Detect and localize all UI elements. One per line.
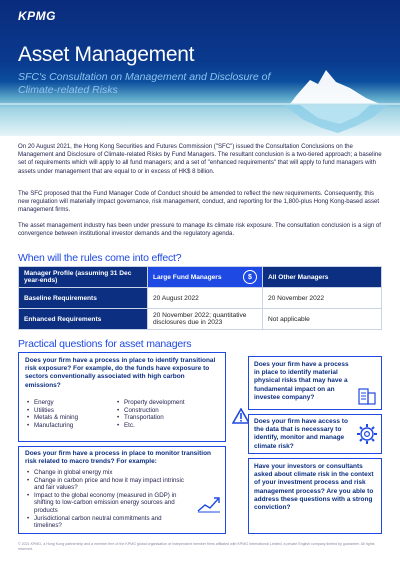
list-item: • Metals & mining [27, 414, 117, 422]
list-item: • Impact to the global economy (measured in GDP) in shifting to low-carbon emission energy sources and products [27, 492, 187, 515]
list-item: • Utilities [27, 407, 117, 415]
list-item: • Construction [117, 407, 217, 415]
dollar-coin-icon: $ [243, 270, 257, 284]
table-header-row [19, 267, 382, 288]
row-label-baseline: Baseline Requirements [19, 288, 148, 309]
list-item: • Jurisdictional carbon neutral commitments and timelines? [27, 515, 187, 530]
header-all-other-managers: All Other Managers [263, 267, 382, 288]
list-item: • Energy [27, 399, 117, 407]
table-row [19, 288, 382, 309]
row-label-enhanced: Enhanced Requirements [19, 309, 148, 330]
intro-paragraph-2: The SFC proposed that the Fund Manager Code of Conduct should be amended to reflect the new requirements. Consequently, this new regulation will materially impact governance, risk management, conduct, and reporting for the 1,800-plus Hong Kong-based asset management firms. [18, 190, 380, 214]
list-item: • Manufacturing [27, 422, 117, 430]
question-text: Have your investors or consultants asked about climate risk in the context of your investment process and risk management process? Are you able to address these questions with a strong conviction? [254, 463, 374, 512]
question-text: Does your firm have a process in place to identify transitional risk exposure? For example, do the funds have exposure to sectors conventionally associated with high carbon emissions? [25, 357, 216, 389]
list-item: • Transportation [117, 414, 217, 422]
sector-list-2 [117, 399, 217, 429]
header-large-label: Large Fund Managers [153, 273, 222, 281]
cell-enhanced-others: Not applicable [263, 309, 382, 330]
question-box-macro-trends [18, 446, 226, 534]
list-item: • Property development [117, 399, 217, 407]
building-icon [357, 385, 377, 405]
sector-list-1 [27, 399, 117, 429]
list-item: • Change in carbon price and how it may impact intrinsic and fair values? [27, 477, 187, 492]
header-banner [0, 0, 400, 136]
chart-trend-icon [197, 495, 221, 513]
header-manager-profile: Manager Profile (assuming 31 Dec year-ends) [19, 267, 148, 288]
iceberg-illustration [0, 0, 400, 136]
cell-baseline-others: 20 November 2022 [263, 288, 382, 309]
table-row [19, 309, 382, 330]
page-subtitle: SFC's Consultation on Management and Disclosure of Climate-related Risks [18, 71, 271, 96]
intro-paragraph-1: On 20 August 2021, the Hong Kong Securities and Futures Commission ("SFC") issued the Consultation Conclusions on the Management and Disclosure of Climate-related Risks by Fund Managers. The resultant conclusion is a two-tiered approach; a baseline set of requirements which will apply to all fund managers; and a set of "enhanced requirements" that will apply to fund managers with assets under management that are equal to or in excess of HK$ 8 billion. [18, 143, 382, 175]
question-text: Does your firm have access to the data that is necessary to identify, monitor and manage climate risk? [254, 418, 348, 450]
section-title-practical-questions: Practical questions for asset managers [18, 338, 192, 350]
header-large-fund-managers [148, 267, 263, 288]
question-box-data-access [248, 414, 382, 454]
question-box-investor-questions [248, 458, 382, 534]
kpmg-logo: KPMG [18, 9, 56, 23]
gear-icon [355, 421, 379, 447]
intro-paragraph-3: The asset management industry has been under pressure to manage its climate risk exposure. The consultation conclusion is a sign of convergence between institutional investor demands and the regulatory agenda. [18, 222, 382, 238]
list-item: • Etc. [117, 422, 217, 430]
cell-enhanced-large: 20 November 2022; quantitative disclosures due in 2023 [148, 309, 263, 330]
macro-trend-list [27, 469, 187, 530]
cell-baseline-large: 20 August 2022 [148, 288, 263, 309]
effective-dates-table [18, 266, 382, 330]
list-item: • Change in global energy mix [27, 469, 187, 477]
section-title-effective-dates: When will the rules come into effect? [18, 252, 182, 264]
question-text: Does your firm have a process in place to identify material physical risks that may have a fundamental impact on an investee company? [254, 361, 349, 401]
question-text: Does your firm have a process in place to monitor transition risk related to macro trends? For example: [25, 450, 212, 466]
question-box-transitional-risk [18, 352, 226, 442]
question-box-physical-risk [248, 356, 382, 410]
page-title: Asset Management [18, 43, 195, 66]
footer-copyright: © 2021 KPMG, a Hong Kong partnership and a member firm of the KPMG global organisation of independent member firms affiliated with KPMG International Limited, a private English company limited by guarantee. All rights reserved. [18, 542, 375, 551]
